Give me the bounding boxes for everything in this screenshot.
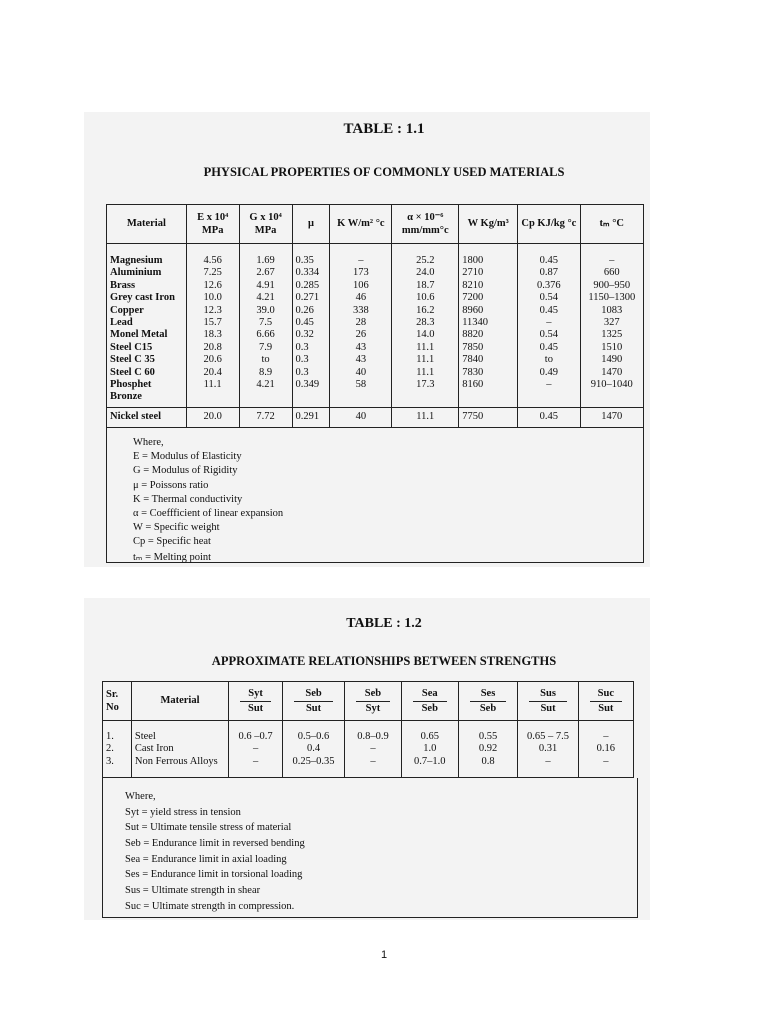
list-item: 1325: [601, 329, 623, 341]
table-cell: –: [252, 743, 259, 755]
col-suc-sut: [578, 721, 633, 778]
list-item: Ses = Endurance limit in torsional loading: [125, 869, 303, 881]
col-sea-seb: [401, 721, 458, 778]
list-item: 18.7: [416, 279, 435, 291]
list-item: 0.334: [295, 267, 320, 279]
legend-title: Where,: [125, 791, 156, 802]
list-item: 12.6: [203, 279, 222, 291]
header-material: Material: [131, 682, 228, 721]
header-sus-sut: Sus Sut: [518, 682, 578, 721]
list-item: 43: [355, 354, 367, 366]
list-item: Sus = Ultimate strength in shear: [125, 885, 261, 897]
material-column: [107, 244, 187, 408]
header-w: W Kg/m³: [459, 205, 518, 244]
table-cell: 0.8–0.9: [357, 731, 389, 742]
header-ses-seb: Ses Seb: [458, 682, 518, 721]
cp-column: [518, 244, 580, 408]
mu-column: [292, 244, 330, 408]
header-sea-seb: Sea Seb: [401, 682, 458, 721]
legend-list: [125, 806, 305, 912]
list-item: Sut = Ultimate tensile stress of material: [125, 822, 292, 834]
list-item: 58: [355, 378, 367, 390]
list-item: μ = Poissons ratio: [133, 479, 209, 491]
list-item: 39.0: [256, 304, 275, 316]
list-item: 7850: [462, 341, 484, 353]
list-item: to: [544, 354, 553, 366]
col-seb-sut: [283, 721, 345, 778]
table1-body-row: [107, 244, 644, 408]
cell-g: 7.72: [239, 407, 292, 427]
list-item: 0.45: [539, 255, 559, 266]
table-cell: 1.: [106, 731, 114, 742]
table-cell: 2.: [106, 743, 114, 755]
list-item: 8210: [462, 279, 484, 291]
list-item: 11.1: [416, 341, 435, 353]
table2-header-row: [103, 682, 634, 721]
table2-body-row: [103, 721, 634, 778]
cell-alpha: 11.1: [392, 407, 459, 427]
list-item: 1800: [462, 255, 484, 266]
cell-e: 20.0: [186, 407, 239, 427]
list-item: Copper: [110, 304, 144, 316]
list-item: Monel Metal: [110, 329, 168, 341]
cell-tm: 1470: [580, 407, 643, 427]
table-cell: 0.8: [481, 755, 495, 767]
header-material: Material: [107, 205, 187, 244]
list-item: –: [546, 316, 552, 328]
g-column: [239, 244, 292, 408]
list-item: –: [609, 255, 615, 266]
table-cell: –: [545, 755, 551, 767]
header-k: K W/m² °c: [330, 205, 392, 244]
list-item: 8160: [462, 378, 484, 390]
list-item: 106: [352, 279, 369, 291]
list-item: 8.9: [259, 366, 273, 378]
list-item: 0.3: [295, 354, 309, 366]
table-cell: 0.92: [478, 743, 498, 755]
header-g: G x 10⁴ MPa: [239, 205, 292, 244]
list-item: G = Modulus of Rigidity: [133, 465, 238, 477]
w-column: [459, 244, 518, 408]
table1-subtitle: PHYSICAL PROPERTIES OF COMMONLY USED MATERIALS: [203, 165, 565, 179]
list-item: 0.3: [295, 366, 309, 378]
table-cell: –: [370, 743, 376, 755]
list-item: 40: [355, 366, 367, 378]
cell-mu: 0.291: [292, 407, 330, 427]
table1-title: TABLE : 1.1: [343, 121, 425, 137]
col-syt-sut: [229, 721, 283, 778]
list-item: Bronze: [110, 391, 142, 403]
list-item: 0.3: [295, 341, 309, 353]
list-item: 15.7: [203, 316, 222, 328]
list-item: 26: [355, 329, 367, 341]
table-cell: 1.0: [423, 743, 437, 755]
cell-material: Nickel steel: [107, 407, 187, 427]
header-suc-sut: Suc Sut: [578, 682, 633, 721]
list-item: 7.5: [259, 316, 273, 328]
list-item: 2.67: [256, 267, 275, 279]
table-cell: 0.16: [596, 743, 616, 755]
list-item: 0.35: [295, 255, 314, 266]
list-item: 1470: [601, 366, 623, 378]
list-item: 2710: [462, 267, 484, 279]
list-item: 10.0: [203, 292, 222, 304]
list-item: 4.21: [256, 292, 275, 304]
list-item: 0.271: [295, 292, 320, 304]
list-item: Lead: [110, 316, 133, 328]
table-cell: –: [603, 731, 609, 742]
table1-header-row: [107, 205, 644, 244]
list-item: 11.1: [416, 354, 435, 366]
list-item: 20.4: [203, 366, 222, 378]
list-item: 17.3: [416, 378, 435, 390]
table2-legend: [102, 778, 638, 918]
material-column: [131, 721, 228, 778]
table-cell: 0.65 – 7.5: [527, 731, 570, 742]
e-column: [186, 244, 239, 408]
list-item: 1150–1300: [588, 292, 636, 304]
physical-properties-table: [106, 204, 644, 428]
col-ses-seb: [458, 721, 518, 778]
table-cell: 0.65: [420, 731, 439, 742]
list-item: Suc = Ultimate strength in compression.: [125, 900, 295, 912]
header-cp: Cp KJ/kg °c: [518, 205, 580, 244]
list-item: 20.6: [203, 354, 222, 366]
list-item: 4.21: [256, 378, 275, 390]
k-column: [330, 244, 392, 408]
table-cell: –: [252, 755, 259, 767]
list-item: Cp = Specific heat: [133, 536, 211, 548]
list-item: 338: [352, 304, 369, 316]
list-item: 7.9: [259, 341, 273, 353]
table2-subtitle: APPROXIMATE RELATIONSHIPS BETWEEN STRENGTHS: [211, 654, 557, 668]
list-item: 0.45: [539, 341, 559, 353]
list-item: 18.3: [203, 329, 222, 341]
list-item: Magnesium: [110, 255, 163, 266]
list-item: 900–950: [593, 279, 631, 291]
list-item: 0.285: [295, 279, 320, 291]
header-alpha: α × 10⁻⁶ mm/mm°c: [392, 205, 459, 244]
list-item: 25.2: [416, 255, 435, 266]
col-seb-syt: [345, 721, 402, 778]
tm-column: [580, 244, 643, 408]
header-srno: Sr. No: [103, 682, 132, 721]
table-cell: 0.25–0.35: [292, 755, 335, 767]
table-cell: 0.5–0.6: [297, 731, 330, 742]
table-cell: 0.55: [478, 731, 498, 742]
list-item: 0.49: [539, 366, 559, 378]
list-item: 0.45: [539, 304, 559, 316]
table-cell: Non Ferrous Alloys: [134, 755, 218, 767]
list-item: 0.349: [295, 378, 320, 390]
legend-list: [133, 451, 284, 563]
header-mu: μ: [292, 205, 330, 244]
table-cell: 0.31: [538, 743, 558, 755]
table-cell: 3.: [106, 755, 114, 767]
list-item: K = Thermal conductivity: [133, 493, 243, 505]
header-e: E x 10⁴ MPa: [186, 205, 239, 244]
table-cell: Cast Iron: [134, 743, 174, 755]
list-item: 11.1: [203, 378, 222, 390]
list-item: 8960: [462, 304, 484, 316]
list-item: 7200: [462, 292, 484, 304]
list-item: tₘ = Melting point: [133, 551, 212, 563]
list-item: Brass: [110, 279, 136, 291]
table-cell: –: [370, 755, 376, 767]
list-item: –: [358, 255, 364, 266]
list-item: 327: [603, 316, 620, 328]
header-seb-syt: Seb Syt: [345, 682, 402, 721]
list-item: 0.32: [295, 329, 314, 341]
alpha-column: [392, 244, 459, 408]
table1-legend: [106, 422, 644, 563]
list-item: 173: [352, 267, 369, 279]
list-item: 1510: [601, 341, 623, 353]
list-item: 910–1040: [590, 378, 633, 390]
table-cell: Steel: [134, 731, 156, 742]
list-item: 0.45: [295, 316, 314, 328]
list-item: 14.0: [416, 329, 435, 341]
list-item: 0.54: [539, 292, 559, 304]
list-item: 1.69: [256, 255, 275, 266]
table-cell: –: [603, 755, 609, 767]
list-item: –: [546, 378, 552, 390]
list-item: 12.3: [203, 304, 222, 316]
header-seb-sut: Seb Sut: [283, 682, 345, 721]
list-item: 43: [355, 341, 367, 353]
list-item: 0.26: [295, 304, 314, 316]
cell-k: 40: [330, 407, 392, 427]
list-item: 0.87: [539, 267, 559, 279]
list-item: 7840: [462, 354, 484, 366]
list-item: α = Coeffficient of linear expansion: [133, 507, 284, 519]
list-item: Phosphet: [110, 378, 152, 390]
list-item: Aluminium: [110, 267, 162, 279]
list-item: W = Specific weight: [133, 522, 220, 534]
table-cell: 0.7–1.0: [414, 755, 446, 767]
cell-cp: 0.45: [518, 407, 580, 427]
legend-title: Where,: [133, 437, 164, 448]
list-item: 7.25: [203, 267, 222, 279]
table2-title: TABLE : 1.2: [346, 616, 422, 631]
list-item: 7830: [462, 366, 484, 378]
list-item: 660: [603, 267, 620, 279]
col-sus-sut: [518, 721, 578, 778]
list-item: 6.66: [256, 329, 275, 341]
list-item: 1490: [601, 354, 623, 366]
list-item: to: [261, 354, 270, 366]
list-item: Sea = Endurance limit in axial loading: [125, 853, 287, 865]
list-item: 1083: [601, 304, 623, 316]
header-syt-sut: Syt Sut: [229, 682, 283, 721]
list-item: 0.54: [539, 329, 559, 341]
list-item: 0.376: [537, 279, 561, 291]
list-item: Steel C 60: [110, 366, 155, 378]
list-item: 11.1: [416, 366, 435, 378]
srno-column: [103, 721, 132, 778]
list-item: 8820: [462, 329, 484, 341]
list-item: 10.6: [416, 292, 435, 304]
list-item: E = Modulus of Elasticity: [133, 451, 242, 463]
cell-w: 7750: [459, 407, 518, 427]
table-cell: 0.6 –0.7: [238, 731, 273, 742]
list-item: 16.2: [416, 304, 435, 316]
list-item: Syt = yield stress in tension: [125, 806, 241, 818]
header-tm: tₘ °C: [580, 205, 643, 244]
list-item: 20.8: [203, 341, 222, 353]
list-item: 28: [355, 316, 367, 328]
table-cell: 0.4: [306, 743, 321, 755]
list-item: Steel C15: [110, 341, 153, 353]
list-item: Grey cast Iron: [110, 292, 175, 304]
list-item: 4.91: [256, 279, 275, 291]
list-item: 28.3: [416, 316, 435, 328]
page-number: 1: [380, 949, 388, 961]
list-item: 11340: [462, 316, 489, 328]
list-item: Steel C 35: [110, 354, 155, 366]
list-item: 4.56: [203, 255, 222, 266]
strength-relationships-table: [102, 681, 634, 778]
list-item: 46: [355, 292, 367, 304]
list-item: 24.0: [416, 267, 435, 279]
list-item: Seb = Endurance limit in reversed bending: [125, 838, 305, 850]
